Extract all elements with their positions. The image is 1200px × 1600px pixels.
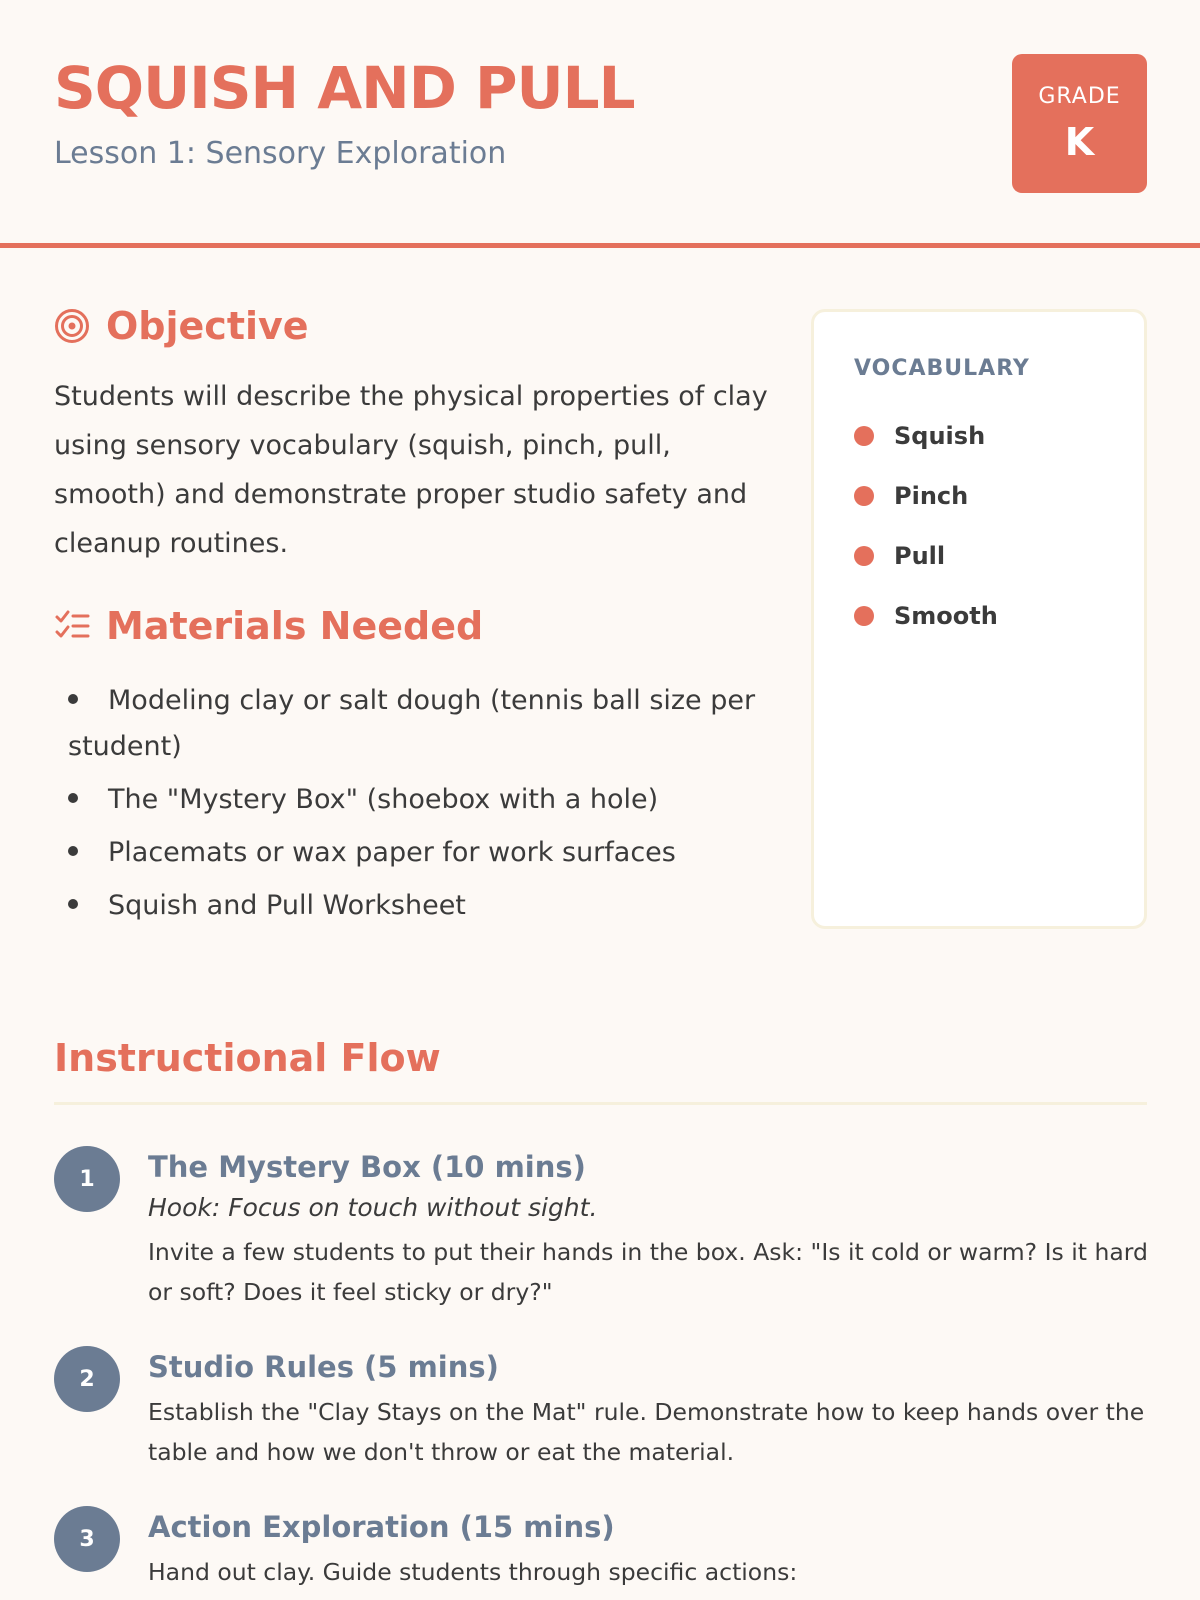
objective-text: Students will describe the physical properties of clay using sensory vocabulary (squish, pinch, pull, smooth) and demonstrate proper studio safety and cleanup routines. xyxy=(54,381,768,559)
material-text: Placemats or wax paper for work surfaces xyxy=(108,837,676,868)
lesson-subtitle: Lesson 1: Sensory Exploration xyxy=(54,136,507,171)
material-text: The "Mystery Box" (shoebox with a hole) xyxy=(108,784,659,815)
grade-label: GRADE xyxy=(1038,84,1121,109)
dot-icon xyxy=(854,486,874,506)
list-item xyxy=(854,406,998,466)
vocabulary-title: VOCABULARY xyxy=(854,356,1030,381)
materials-heading-label: Materials Needed xyxy=(106,604,484,648)
step-number: 2 xyxy=(54,1346,120,1412)
target-icon xyxy=(54,308,90,344)
materials-list xyxy=(54,678,784,936)
step-title: Studio Rules (5 mins) xyxy=(148,1350,499,1384)
step-title: Action Exploration (15 mins) xyxy=(148,1510,615,1544)
list-item xyxy=(54,777,784,823)
vocabulary-list xyxy=(854,406,998,646)
material-text: Squish and Pull Worksheet xyxy=(108,890,466,921)
dot-icon xyxy=(854,426,874,446)
vocab-word: Pinch xyxy=(894,482,969,510)
step-title: The Mystery Box (10 mins) xyxy=(148,1150,586,1184)
step-text: Hand out clay. Guide students through specific actions: xyxy=(148,1558,798,1586)
list-item xyxy=(54,883,784,929)
step-hook: Hook: Focus on touch without sight. xyxy=(148,1193,598,1222)
list-item xyxy=(54,678,784,770)
bullet-icon xyxy=(68,846,78,856)
checklist-icon xyxy=(54,608,90,644)
grade-value: K xyxy=(1064,120,1095,164)
divider xyxy=(54,1102,1147,1105)
step-body xyxy=(148,1506,1148,1592)
step-number: 1 xyxy=(54,1146,120,1212)
step-body xyxy=(148,1146,1148,1312)
page-header xyxy=(0,0,1200,248)
vocab-word: Smooth xyxy=(894,602,998,630)
dot-icon xyxy=(854,606,874,626)
grade-badge xyxy=(1012,54,1147,193)
page-title: SQUISH AND PULL xyxy=(54,54,635,122)
step-text: Invite a few students to put their hands in the box. Ask: "Is it cold or warm? Is it hard or soft? Does it feel sticky or dry?" xyxy=(148,1238,1148,1306)
vocab-word: Squish xyxy=(894,422,986,450)
list-item xyxy=(854,466,998,526)
dot-icon xyxy=(854,546,874,566)
flow-heading: Instructional Flow xyxy=(54,1036,441,1080)
vocabulary-card xyxy=(811,309,1147,929)
list-item xyxy=(854,586,998,646)
objective-heading xyxy=(54,304,309,348)
bullet-icon xyxy=(68,899,78,909)
step-text: Establish the "Clay Stays on the Mat" rule. Demonstrate how to keep hands over the table and how we don't throw or eat the material. xyxy=(148,1398,1145,1466)
objective-heading-label: Objective xyxy=(106,304,309,348)
list-item xyxy=(854,526,998,586)
bullet-icon xyxy=(68,694,78,704)
materials-heading xyxy=(54,604,483,648)
step-number: 3 xyxy=(54,1506,120,1572)
material-text: Modeling clay or salt dough (tennis ball size per student) xyxy=(68,685,756,762)
bullet-icon xyxy=(68,793,78,803)
list-item xyxy=(54,830,784,876)
step-body xyxy=(148,1346,1148,1472)
vocab-word: Pull xyxy=(894,542,946,570)
